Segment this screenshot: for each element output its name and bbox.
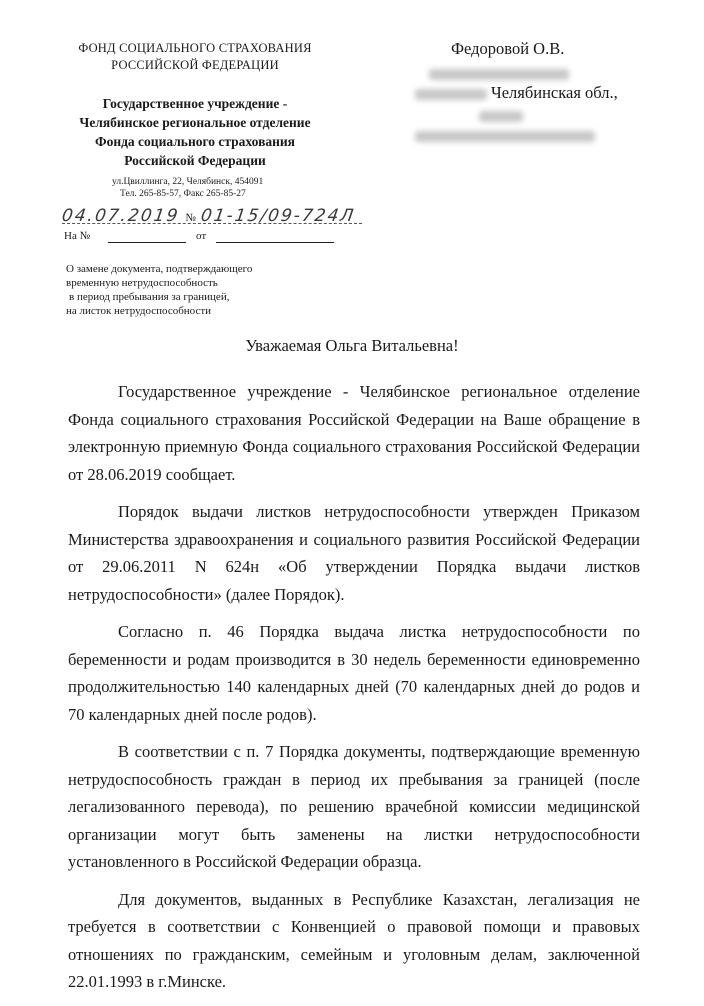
reply-to-row: [64, 230, 364, 246]
institution-line: Челябинское региональное отделение: [79, 115, 311, 130]
reply-number-blank: [108, 242, 186, 243]
reply-date-blank: [216, 242, 334, 243]
body-paragraph: В соответствии с п. 7 Порядка документы, подтверждающие временную нетрудоспособность граждан в период их пребывания за границей (после легализованного перевода), по решению врачебной комиссии медицинской организации могут быть заменены на листки нетрудоспособности установленного в Российской Федерации образца.: [68, 742, 640, 871]
subject-line: временную нетрудоспособность: [66, 277, 218, 289]
reply-number-label: На №: [64, 230, 91, 242]
body-paragraph: Порядок выдачи листков нетрудоспособности утвержден Приказом Министерства здравоохранения и социального развития Российской Федерации от 29.06.2011 N 624н «Об утверждении Порядка выдачи листков нетрудоспособности» (далее Порядок).: [68, 502, 640, 604]
phones-line: Тел. 265-85-57, Факс 265-85-27: [120, 189, 246, 199]
recipient-name: Федоровой О.В.: [451, 39, 565, 58]
reference-underline: [62, 223, 362, 225]
recipient-email-redacted: [415, 124, 595, 146]
subject-line: в период пребывания за границей,: [69, 291, 230, 303]
redacted-text: [415, 131, 595, 142]
fund-name: [60, 40, 330, 74]
body-paragraph: Для документов, выданных в Республике Казахстан, легализация не требуется в соответствии с Конвенцией о правовой помощи и правовых отношениях по гражданским, семейным и уголовным делам, заключенной 22.01.1993 в г.Минске.: [68, 889, 640, 991]
number-sign: №: [185, 212, 196, 224]
reply-date-label: от: [196, 230, 207, 242]
redacted-text: [429, 69, 569, 80]
recipient-zip-redacted: [479, 104, 523, 126]
institution-address: [112, 176, 342, 200]
redacted-text: [415, 89, 487, 100]
institution-line: Государственное учреждение -: [102, 96, 288, 111]
greeting: Уважаемая Ольга Витальевна!: [245, 336, 459, 355]
outgoing-number: 01-15/09-724Л: [199, 206, 357, 226]
recipient-block: [415, 38, 635, 138]
redacted-text: [479, 111, 523, 122]
address-line: ул.Цвиллинга, 22, Челябинск, 454091: [112, 177, 264, 187]
institution-line: Российской Федерации: [124, 153, 266, 168]
institution-name: [50, 94, 340, 170]
body-paragraph: Согласно п. 46 Порядка выдача листка нетрудоспособности по беременности и родам производится в 30 недель беременности единовременно продолжительностью 140 календарных дней (70 календарных дней до родов и 70 календарных дней после родов).: [68, 622, 640, 724]
recipient-region: Челябинская обл.,: [491, 83, 618, 102]
subject-line: О замене документа, подтверждающего: [66, 263, 253, 275]
subject-line: на листок нетрудоспособности: [66, 305, 212, 317]
fund-name-line: РОССИЙСКОЙ ФЕДЕРАЦИИ: [111, 58, 279, 72]
recipient-city-row: [415, 82, 618, 104]
letter-body: [68, 378, 640, 1006]
institution-line: Фонда социального страхования: [94, 134, 295, 149]
recipient-street-redacted: [429, 62, 569, 84]
letter-subject: [66, 262, 326, 318]
outgoing-date: 04.07.2019: [60, 206, 181, 226]
fund-name-line: ФОНД СОЦИАЛЬНОГО СТРАХОВАНИЯ: [78, 41, 312, 55]
body-paragraph: Государственное учреждение - Челябинское региональное отделение Фонда социального страхования Российской Федерации на Ваше обращение в электронную приемную Фонда социального страхования Российской Федерации от 28.06.2019 сообщает.: [68, 382, 640, 484]
